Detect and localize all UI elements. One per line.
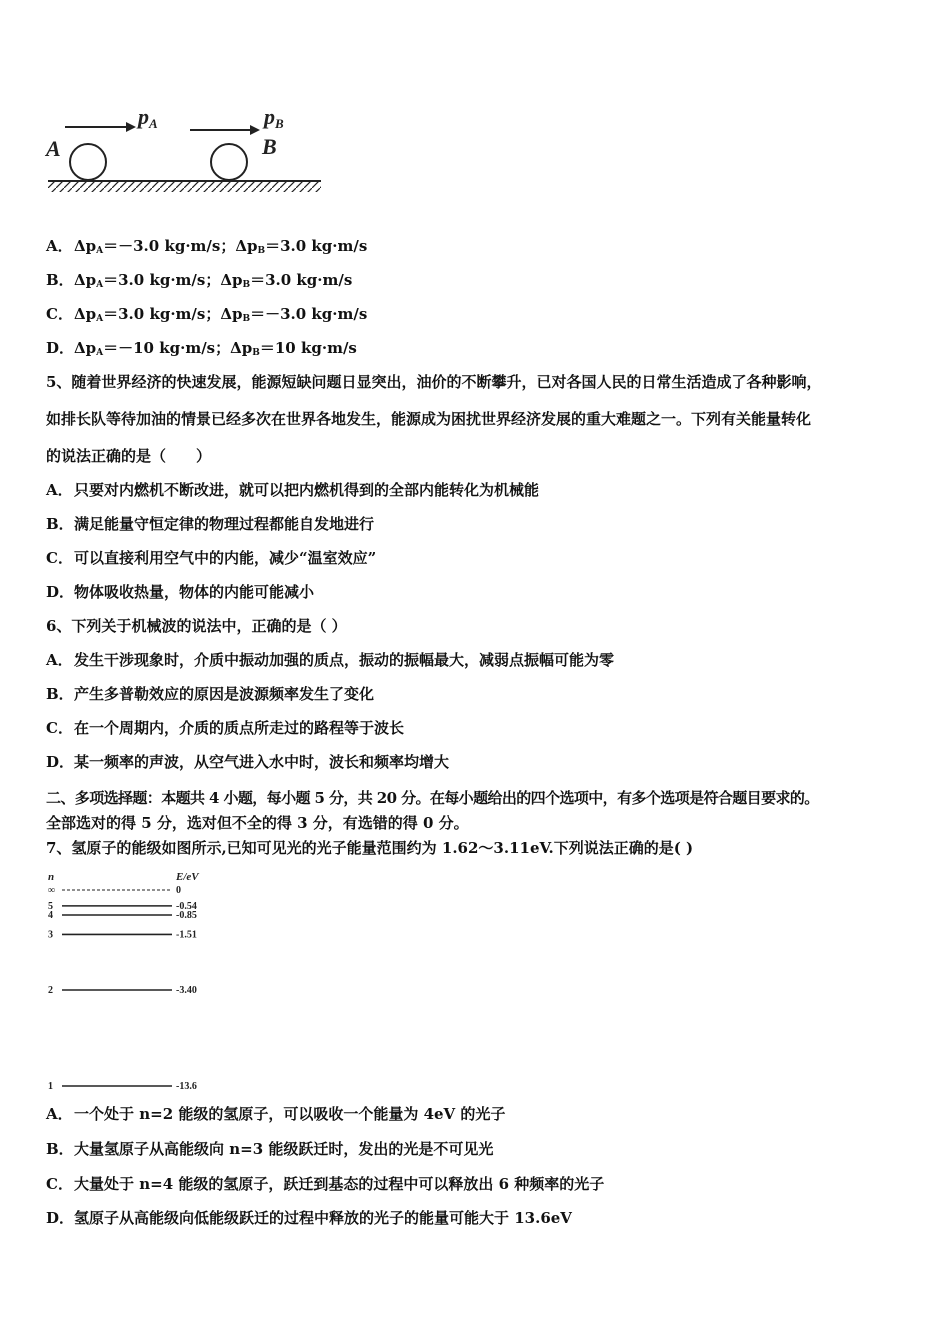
- level-n-label: 3: [48, 929, 53, 941]
- energy-value-label: -0.54: [176, 900, 197, 912]
- q6-option-d: D．某一频率的声波，从空气进入水中时，波长和频率均增大: [46, 753, 450, 771]
- q4-option-c: C．$\Delta p_A=3.0$ kg·m/s；$\Delta p_B=-3.0$ kg·m/s: [46, 305, 368, 324]
- level-n-label: 1: [48, 1081, 53, 1092]
- energy-level-diagram: [40, 866, 220, 1098]
- ground-hatching: [48, 182, 321, 192]
- q5-stem-line-3: 的说法正确的是（ ）: [46, 447, 212, 465]
- momentum-label-a: pA: [138, 104, 158, 131]
- n-axis-label: n: [48, 871, 55, 883]
- q7-option-c: C．大量处于 n=4 能级的氢原子，跃迁到基态的过程中可以释放出 6 种频率的光子: [46, 1175, 605, 1193]
- section2-line-2: 全部选对的得 5 分，选对但不全的得 3 分，有选错的得 0 分。: [46, 814, 469, 832]
- q6-option-b: B．产生多普勒效应的原因是波源频率发生了变化: [46, 685, 375, 703]
- arrowhead-a: [126, 122, 136, 132]
- energy-axis-label: E/eV: [176, 871, 199, 883]
- q5-option-a: A．只要对内燃机不断改进，就可以把内燃机得到的全部内能转化为机械能: [46, 481, 540, 499]
- energy-value-label: 0: [176, 885, 181, 896]
- energy-value-label: -1.51: [176, 929, 197, 941]
- ball-label-b: B: [262, 134, 277, 159]
- ball-a: [70, 144, 106, 180]
- q7-option-a: A．一个处于 n=2 能级的氢原子，可以吸收一个能量为 4eV 的光子: [46, 1105, 506, 1123]
- q6-option-a: A．发生干涉现象时，介质中振动加强的质点，振动的振幅最大，减弱点振幅可能为零: [46, 651, 615, 669]
- energy-value-label: -0.85: [176, 910, 197, 921]
- q7-option-b: B．大量氢原子从高能级向 n=3 能级跃迁时，发出的光是不可见光: [46, 1140, 494, 1158]
- level-n-label: 4: [48, 910, 53, 921]
- momentum-label-b: pB: [264, 104, 284, 131]
- energy-value-label: -3.40: [176, 985, 197, 996]
- q4-option-d: D．$\Delta p_A=-10$ kg·m/s；$\Delta p_B=10$ kg·m/s: [46, 339, 357, 358]
- arrowhead-b: [250, 125, 260, 135]
- energy-value-label: -13.6: [176, 1081, 197, 1092]
- q5-option-b: B．满足能量守恒定律的物理过程都能自发地进行: [46, 515, 375, 533]
- q5-stem-line-1: 5、随着世界经济的快速发展，能源短缺问题日显突出，油价的不断攀升，已对各国人民的日常生活造成了各种影响，: [46, 373, 822, 391]
- level-n-label: ∞: [48, 885, 56, 896]
- q6-option-c: C．在一个周期内，介质的质点所走过的路程等于波长: [46, 719, 405, 737]
- level-n-label: 2: [48, 985, 53, 996]
- q5-option-c: C．可以直接利用空气中的内能，减少“温室效应”: [46, 549, 377, 567]
- q4-option-a: A．$\Delta p_A=-3.0$ kg·m/s；$\Delta p_B=3.0$ kg·m/s: [46, 237, 368, 256]
- collision-figure: [40, 100, 330, 200]
- section2-line-1: 二、多项选择题：本题共 4 小题，每小题 5 分，共 20 分。在每小题给出的四个选项中，有多个选项是符合题目要求的。: [46, 789, 819, 807]
- q6-stem: 6、下列关于机械波的说法中，正确的是（ ）: [46, 617, 347, 635]
- ball-label-a: A: [46, 136, 61, 161]
- q7-option-d: D．氢原子从高能级向低能级跃迁的过程中释放的光子的能量可能大于 13.6eV: [46, 1209, 572, 1227]
- q5-option-d: D．物体吸收热量，物体的内能可能减小: [46, 583, 315, 601]
- q4-option-b: B．$\Delta p_A=3.0$ kg·m/s；$\Delta p_B=3.0$ kg·m/s: [46, 271, 353, 290]
- ball-b: [211, 144, 247, 180]
- level-n-label: 5: [48, 900, 53, 912]
- q7-stem: 7、氢原子的能级如图所示,已知可见光的光子能量范围约为 1.62～3.11eV.下列说法正确的是( ): [46, 839, 694, 857]
- q5-stem-line-2: 如排长队等待加油的情景已经多次在世界各地发生，能源成为困扰世界经济发展的重大难题之一。下列有关能量转化: [46, 410, 812, 428]
